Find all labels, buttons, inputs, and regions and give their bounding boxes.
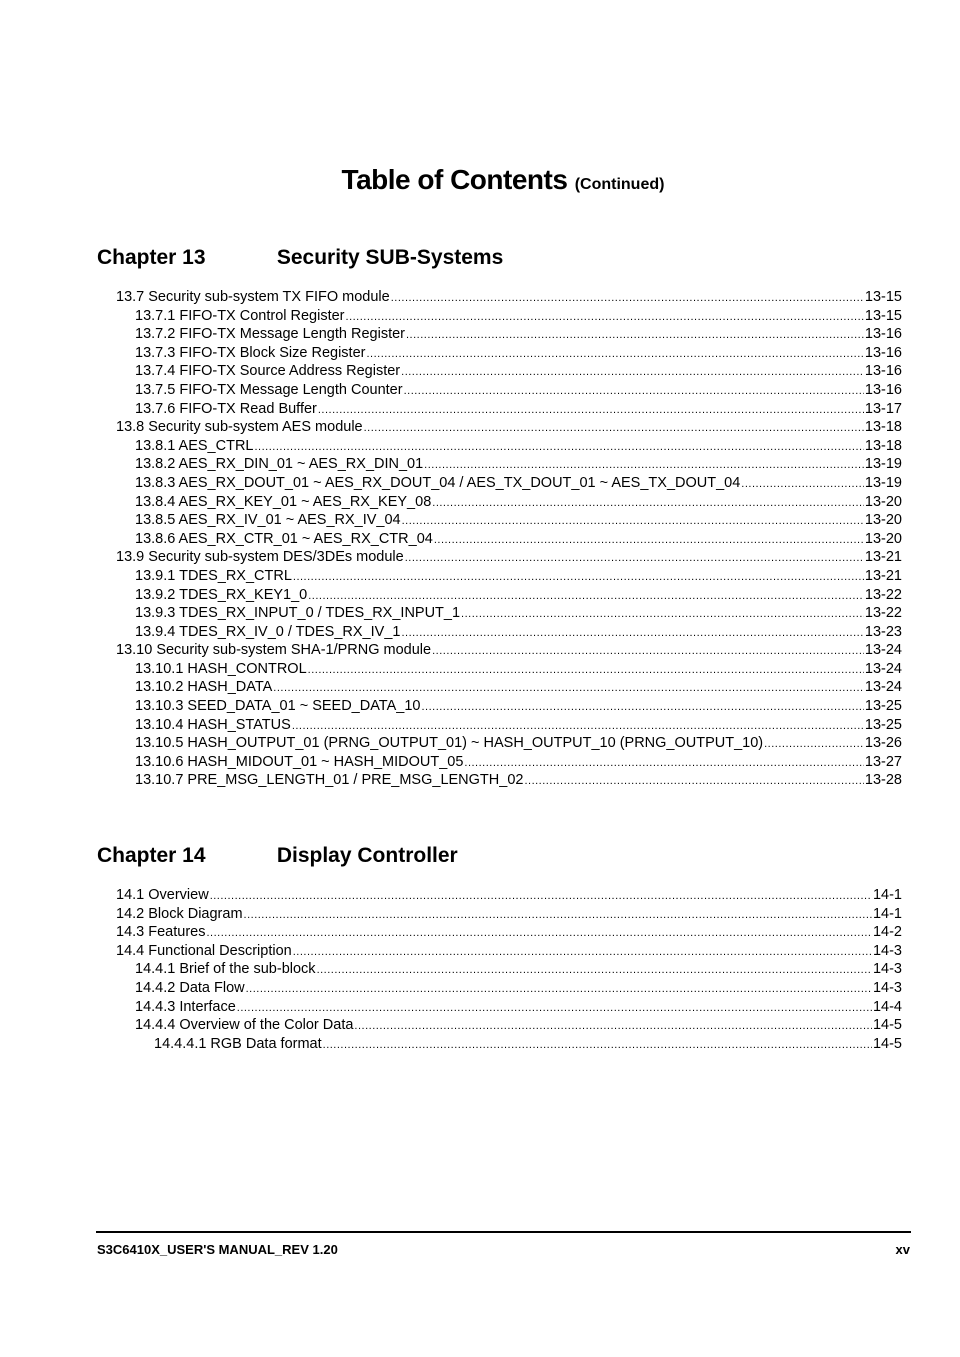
toc-entry[interactable] <box>116 641 902 660</box>
toc-entry-page: 14-3 <box>872 961 902 978</box>
toc-leader-dots <box>246 980 872 999</box>
toc-entry-page: 13-25 <box>864 698 902 715</box>
toc-entry-label: 13.7.2 FIFO-TX Message Length Register <box>135 326 405 343</box>
toc-entry[interactable] <box>116 493 902 512</box>
toc-entry[interactable] <box>116 548 902 567</box>
toc-entry-page: 13-22 <box>864 586 902 603</box>
toc-leader-dots <box>406 326 864 345</box>
toc-entry[interactable] <box>116 942 902 961</box>
toc-entry-label: 13.10.2 HASH_DATA <box>135 679 273 696</box>
toc-entry-label: 13.7.6 FIFO-TX Read Buffer <box>135 400 317 417</box>
toc-leader-dots <box>323 1036 872 1055</box>
toc-entry[interactable] <box>116 678 902 697</box>
toc-entry-label: 14.2 Block Diagram <box>116 905 243 922</box>
toc-entry[interactable] <box>116 1016 902 1035</box>
toc-entry[interactable] <box>116 734 902 753</box>
toc-entry-page: 14-3 <box>872 979 902 996</box>
toc-leader-dots <box>364 419 864 438</box>
toc-entry-page: 13-20 <box>864 512 902 529</box>
toc-leader-dots <box>401 363 864 382</box>
toc-entry-page: 14-1 <box>872 887 902 903</box>
toc-entry[interactable] <box>116 905 902 924</box>
toc-entry-page: 13-19 <box>864 474 902 491</box>
toc-entry-label: 13.9.2 TDES_RX_KEY1_0 <box>135 586 308 603</box>
toc-entry[interactable] <box>116 660 902 679</box>
toc-entry-page: 13-28 <box>864 772 902 789</box>
toc-entry-label: 13.10.1 HASH_CONTROL <box>135 660 307 677</box>
toc-entry-label: 13.10.7 PRE_MSG_LENGTH_01 / PRE_MSG_LENGTH_02 <box>135 772 524 789</box>
toc-leader-dots <box>391 289 864 308</box>
toc-entry-label: 13.7.1 FIFO-TX Control Register <box>135 307 345 324</box>
toc-entry[interactable] <box>116 511 902 530</box>
toc-entry-page: 13-16 <box>864 363 902 380</box>
toc-entry-label: 13.8.5 AES_RX_IV_01 ~ AES_RX_IV_04 <box>135 512 401 529</box>
toc-leader-dots <box>206 924 871 943</box>
toc-entry-label: 14.3 Features <box>116 924 206 941</box>
toc-entry[interactable] <box>116 697 902 716</box>
page-title <box>0 164 960 196</box>
toc-entry-label: 13.8.3 AES_RX_DOUT_01 ~ AES_RX_DOUT_04 / AES_TX_DOUT_01 ~ AES_TX_DOUT_04 <box>135 474 741 491</box>
toc-entry-page: 13-16 <box>864 344 902 361</box>
toc-entry[interactable] <box>116 567 902 586</box>
toc-leader-dots <box>293 568 864 587</box>
toc-leader-dots <box>292 717 864 736</box>
toc-leader-dots <box>210 887 872 906</box>
toc-entry[interactable] <box>116 753 902 772</box>
toc-entry-label: 13.10.5 HASH_OUTPUT_01 (PRNG_OUTPUT_01) ~ HASH_OUTPUT_10 (PRNG_OUTPUT_10) <box>135 735 764 752</box>
toc-entry-page: 13-15 <box>864 307 902 324</box>
toc-entry-label: 13.8.1 AES_CTRL <box>135 437 254 454</box>
toc-entry[interactable] <box>116 288 902 307</box>
toc-entry-page: 13-22 <box>864 605 902 622</box>
toc-entry-page: 13-25 <box>864 716 902 733</box>
toc-entry[interactable] <box>116 307 902 326</box>
toc-entry-label: 14.4.4.1 RGB Data format <box>154 1035 322 1052</box>
toc-leader-dots <box>434 531 864 550</box>
chapter-heading-13 <box>97 246 503 270</box>
toc-entry-label: 13.7.5 FIFO-TX Message Length Counter <box>135 381 403 398</box>
toc-leader-dots <box>464 754 864 773</box>
toc-entry[interactable] <box>116 979 902 998</box>
chapter-heading-14 <box>97 844 458 868</box>
toc-entry[interactable] <box>116 604 902 623</box>
toc-entry-page: 13-19 <box>864 456 902 473</box>
toc-entry[interactable] <box>116 362 902 381</box>
toc-entry-page: 14-1 <box>872 905 902 922</box>
toc-leader-dots <box>432 642 864 661</box>
toc-entry-page: 13-23 <box>864 623 902 640</box>
toc-entry-page: 13-16 <box>864 381 902 398</box>
toc-leader-dots <box>404 382 864 401</box>
toc-entry-label: 13.8.2 AES_RX_DIN_01 ~ AES_RX_DIN_01 <box>135 456 424 473</box>
footer-page-number: xv <box>895 1242 910 1257</box>
toc-entry[interactable] <box>116 771 902 790</box>
toc-entry[interactable] <box>116 960 902 979</box>
toc-leader-dots <box>405 549 864 568</box>
toc-entry-label: 14.4 Functional Description <box>116 942 292 959</box>
toc-entry-page: 14-2 <box>872 924 902 941</box>
toc-entry[interactable] <box>116 586 902 605</box>
toc-entry-page: 13-24 <box>864 660 902 677</box>
toc-entry[interactable] <box>116 437 902 456</box>
toc-entry-label: 13.8.6 AES_RX_CTR_01 ~ AES_RX_CTR_04 <box>135 530 433 547</box>
toc-entry-page: 13-15 <box>864 289 902 305</box>
toc-leader-dots <box>293 943 872 962</box>
toc-entry-page: 13-18 <box>864 419 902 436</box>
toc-entry-label: 13.7.3 FIFO-TX Block Size Register <box>135 344 366 361</box>
chapter-title: Display Controller <box>276 844 458 867</box>
toc-entry[interactable] <box>116 886 902 905</box>
footer-divider <box>96 1231 911 1233</box>
toc-entry-page: 13-20 <box>864 530 902 547</box>
toc-list-chapter-14 <box>116 886 902 1053</box>
page-title-note: (Continued) <box>574 176 665 193</box>
toc-entry-label: 13.7 Security sub-system TX FIFO module <box>116 289 390 305</box>
toc-entry-page: 13-18 <box>864 437 902 454</box>
toc-leader-dots <box>764 735 864 754</box>
toc-entry-page: 13-21 <box>864 567 902 584</box>
toc-entry-page: 14-3 <box>872 942 902 959</box>
toc-entry-label: 13.9.3 TDES_RX_INPUT_0 / TDES_RX_INPUT_1 <box>135 605 461 622</box>
toc-entry-page: 13-24 <box>864 642 902 659</box>
toc-entry-page: 13-16 <box>864 326 902 343</box>
toc-leader-dots <box>308 661 864 680</box>
toc-entry-label: 13.9 Security sub-system DES/3DEs module <box>116 549 404 566</box>
toc-entry-label: 14.4.1 Brief of the sub-block <box>135 961 316 978</box>
toc-entry[interactable] <box>116 455 902 474</box>
toc-entry[interactable] <box>116 716 902 735</box>
toc-leader-dots <box>366 345 863 364</box>
toc-entry-label: 14.4.4 Overview of the Color Data <box>135 1017 354 1034</box>
toc-entry-label: 13.10 Security sub-system SHA-1/PRNG module <box>116 642 432 659</box>
toc-entry-label: 14.4.2 Data Flow <box>135 979 245 996</box>
toc-leader-dots <box>741 475 864 494</box>
toc-entry-page: 13-24 <box>864 679 902 696</box>
toc-entry[interactable] <box>116 325 902 344</box>
chapter-number: Chapter 14 <box>97 844 206 867</box>
toc-leader-dots <box>317 961 872 980</box>
toc-entry[interactable] <box>116 923 902 942</box>
toc-entry[interactable] <box>116 474 902 493</box>
toc-entry-page: 13-20 <box>864 493 902 510</box>
toc-leader-dots <box>402 512 864 531</box>
toc-entry[interactable] <box>116 998 902 1017</box>
footer-manual-title: S3C6410X_USER'S MANUAL_REV 1.20 <box>97 1242 338 1257</box>
chapter-number: Chapter 13 <box>97 246 206 269</box>
toc-entry-page: 13-21 <box>864 549 902 566</box>
toc-entry[interactable] <box>116 1035 902 1054</box>
toc-entry-page: 14-5 <box>872 1017 902 1034</box>
toc-entry-label: 13.7.4 FIFO-TX Source Address Register <box>135 363 401 380</box>
page-title-text: Table of Contents <box>341 164 568 195</box>
toc-entry-page: 13-17 <box>864 400 902 417</box>
toc-leader-dots <box>424 456 864 475</box>
toc-leader-dots <box>401 624 863 643</box>
toc-entry-label: 13.10.3 SEED_DATA_01 ~ SEED_DATA_10 <box>135 698 421 715</box>
toc-entry-label: 13.9.1 TDES_RX_CTRL <box>135 567 292 584</box>
toc-leader-dots <box>318 401 864 420</box>
toc-leader-dots <box>421 698 863 717</box>
toc-entry-label: 13.10.4 HASH_STATUS <box>135 716 291 733</box>
toc-leader-dots <box>461 605 864 624</box>
toc-list-chapter-13 <box>116 288 902 790</box>
chapter-title: Security SUB-Systems <box>276 246 504 269</box>
toc-entry-label: 13.9.4 TDES_RX_IV_0 / TDES_RX_IV_1 <box>135 623 401 640</box>
toc-entry[interactable] <box>116 400 902 419</box>
toc-entry-page: 13-26 <box>864 735 902 752</box>
toc-leader-dots <box>346 308 864 327</box>
toc-entry-label: 13.8 Security sub-system AES module <box>116 419 363 436</box>
toc-leader-dots <box>432 494 864 513</box>
toc-leader-dots <box>308 587 864 606</box>
toc-leader-dots <box>244 906 872 925</box>
toc-leader-dots <box>524 772 863 791</box>
toc-entry[interactable] <box>116 623 902 642</box>
toc-entry-label: 13.10.6 HASH_MIDOUT_01 ~ HASH_MIDOUT_05 <box>135 753 464 770</box>
toc-entry-page: 14-5 <box>872 1035 902 1052</box>
toc-leader-dots <box>255 438 864 457</box>
toc-entry-label: 14.1 Overview <box>116 887 209 903</box>
toc-leader-dots <box>237 999 872 1018</box>
toc-entry-label: 13.8.4 AES_RX_KEY_01 ~ AES_RX_KEY_08 <box>135 493 432 510</box>
toc-entry[interactable] <box>116 381 902 400</box>
toc-entry[interactable] <box>116 418 902 437</box>
toc-entry[interactable] <box>116 344 902 363</box>
toc-leader-dots <box>354 1017 872 1036</box>
toc-entry[interactable] <box>116 530 902 549</box>
toc-entry-page: 14-4 <box>872 998 902 1015</box>
toc-entry-page: 13-27 <box>864 753 902 770</box>
toc-leader-dots <box>273 679 864 698</box>
toc-entry-label: 14.4.3 Interface <box>135 998 236 1015</box>
